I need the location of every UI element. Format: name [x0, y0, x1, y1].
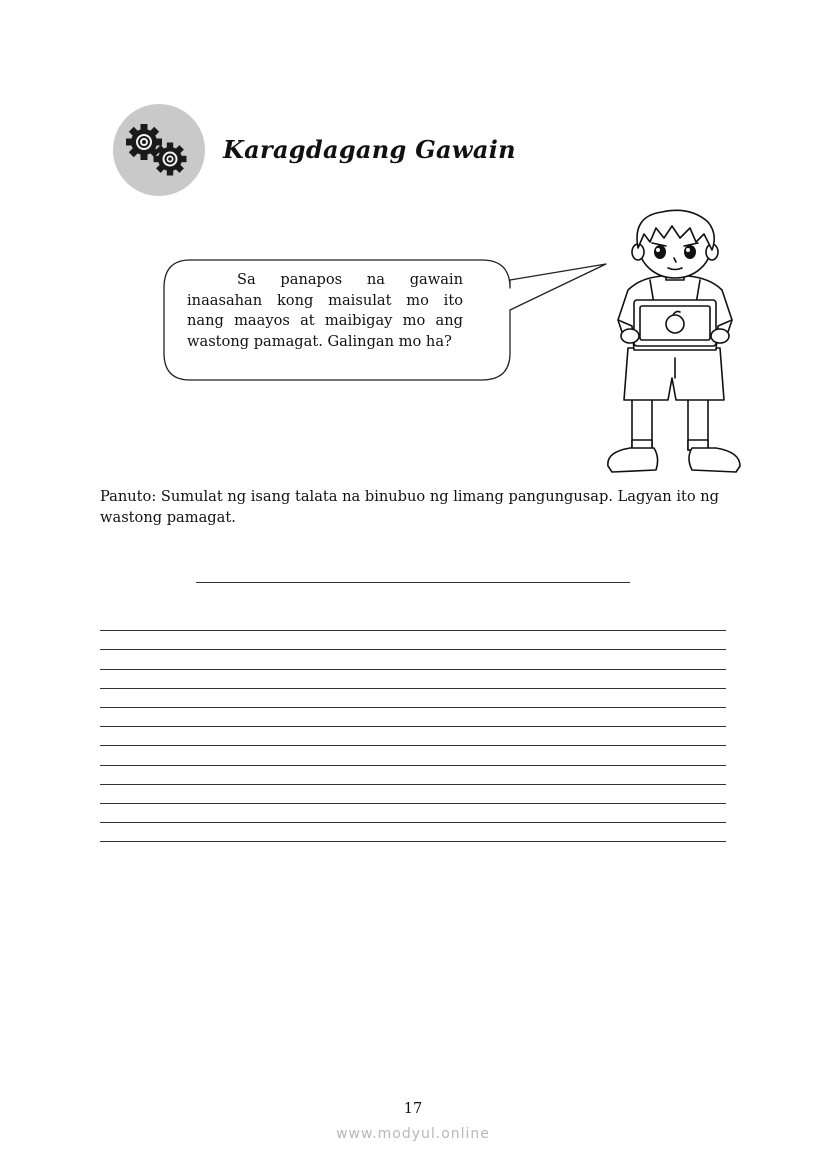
- writing-line[interactable]: [100, 612, 726, 631]
- speech-bubble-text: Sa panapos na gawain inaasahan kong maisulat mo ito nang maayos at maibigay mo ang wastong pamagat. Galingan mo ha?: [187, 271, 463, 350]
- writing-line[interactable]: [100, 746, 726, 765]
- section-icon-badge: [113, 104, 205, 196]
- writing-line[interactable]: [100, 631, 726, 650]
- watermark: www.modyul.online: [336, 1126, 490, 1142]
- paragraph-writing-area[interactable]: [100, 612, 726, 842]
- section-title: Karagdagang Gawain: [223, 135, 516, 164]
- instructions: Panuto: Sumulat ng isang talata na binubuo ng limang pangungusap. Lagyan ito ng wastong pamagat.: [100, 488, 720, 526]
- writing-line[interactable]: [100, 804, 726, 823]
- boy-holding-sign-icon: [600, 208, 750, 478]
- writing-line[interactable]: [100, 785, 726, 804]
- writing-line[interactable]: [100, 708, 726, 727]
- gears-icon: [113, 104, 205, 196]
- title-answer-line[interactable]: [196, 582, 630, 583]
- writing-line[interactable]: [100, 823, 726, 842]
- writing-line[interactable]: [100, 670, 726, 689]
- writing-line[interactable]: [100, 689, 726, 708]
- writing-line[interactable]: [100, 766, 726, 785]
- writing-line[interactable]: [100, 650, 726, 669]
- writing-line[interactable]: [100, 727, 726, 746]
- page-number: 17: [403, 1101, 423, 1117]
